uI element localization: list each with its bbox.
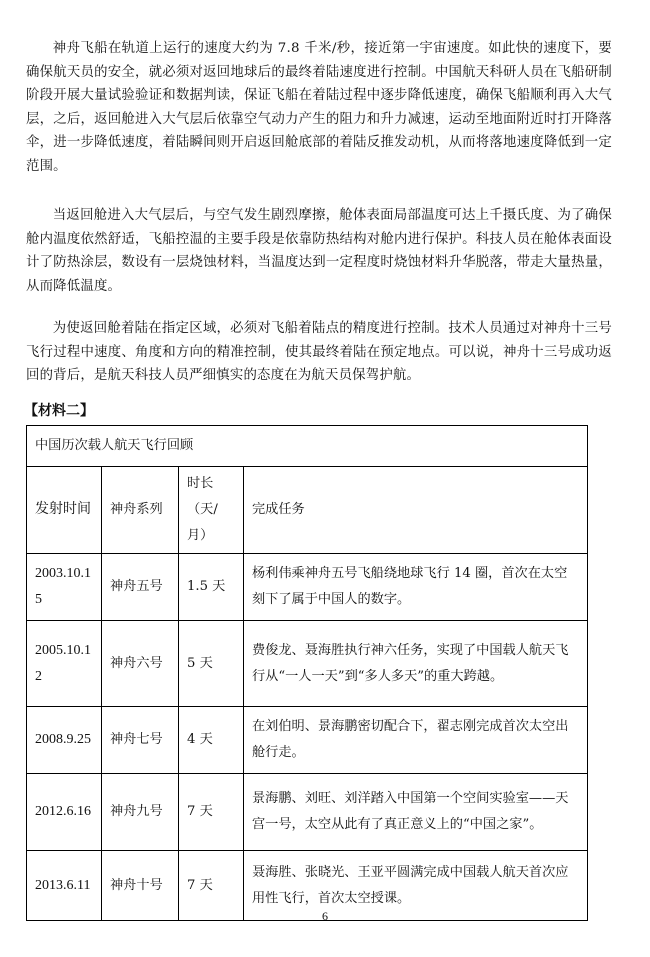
header-launch-date: 发射时间 bbox=[27, 467, 102, 554]
table-row bbox=[27, 707, 588, 774]
cell-duration: 7 天 bbox=[179, 774, 244, 851]
table-row bbox=[27, 621, 588, 707]
cell-duration: 7 天 bbox=[179, 851, 244, 921]
table-header-row bbox=[27, 467, 588, 554]
paragraph-2: 当返回舱进入大气层后，与空气发生剧烈摩擦，舱体表面局部温度可达上千摄氏度、为了确保舱内温度依然舒适，飞船控温的主要手段是依靠防热结构对舱内进行保护。科技人员在舱体表面设计了防热涂层，数设有一层烧蚀材料，当温度达到一定程度时烧蚀材料升华脱落，带走大量热量，从而降低温度。 bbox=[26, 208, 612, 294]
cell-date: 2003.10.15 bbox=[27, 554, 102, 621]
cell-name: 神舟十号 bbox=[102, 851, 179, 921]
flight-history-table bbox=[26, 425, 588, 921]
cell-task: 聂海胜、张晓光、王亚平圆满完成中国载人航天首次应用性飞行，首次太空授课。 bbox=[244, 851, 588, 921]
cell-name: 神舟六号 bbox=[102, 621, 179, 707]
table-caption: 中国历次载人航天飞行回顾 bbox=[27, 426, 588, 467]
section-title: 【材料二】 bbox=[24, 403, 94, 419]
table-row bbox=[27, 554, 588, 621]
cell-duration: 1.5 天 bbox=[179, 554, 244, 621]
cell-name: 神舟七号 bbox=[102, 707, 179, 774]
page-number: 6 bbox=[322, 909, 328, 923]
cell-date: 2013.6.11 bbox=[27, 851, 102, 921]
cell-task: 杨利伟乘神舟五号飞船绕地球飞行 14 圈，首次在太空刻下了属于中国人的数字。 bbox=[244, 554, 588, 621]
header-duration: 时长（天/月） bbox=[179, 467, 244, 554]
table-caption-row bbox=[27, 426, 588, 467]
cell-date: 2005.10.12 bbox=[27, 621, 102, 707]
cell-date: 2012.6.16 bbox=[27, 774, 102, 851]
header-series: 神舟系列 bbox=[102, 467, 179, 554]
cell-duration: 4 天 bbox=[179, 707, 244, 774]
cell-duration: 5 天 bbox=[179, 621, 244, 707]
paragraph-1: 神舟飞船在轨道上运行的速度大约为 7.8 千米/秒，接近第一宇宙速度。如此快的速度下，要确保航天员的安全，就必须对返回地球后的最终着陆速度进行控制。中国航天科研人员在飞船研制阶段开展大量试验验证和数据判读，保证飞船在着陆过程中逐步降低速度，确保飞船顺利再入大气层，之后，返回舱进入大气层后依靠空气动力产生的阻力和升力减速，运动至地面附近时打开降落伞，进一步降低速度，着陆瞬间则开启返回舱底部的着陆反推发动机，从而将落地速度降低到一定范围。 bbox=[26, 41, 612, 174]
paragraph-3: 为使返回舱着陆在指定区域，必须对飞船着陆点的精度进行控制。技术人员通过对神舟十三号飞行过程中速度、角度和方向的精准控制，使其最终着陆在预定地点。可以说，神舟十三号成功返回的背后，是航天科技人员严细慎实的态度在为航天员保驾护航。 bbox=[26, 321, 612, 384]
table-row bbox=[27, 774, 588, 851]
cell-task: 景海鹏、刘旺、刘洋踏入中国第一个空间实验室——天宫一号，太空从此有了真正意义上的“中国之家”。 bbox=[244, 774, 588, 851]
cell-task: 费俊龙、聂海胜执行神六任务，实现了中国载人航天飞行从“一人一天”到“多人多天”的重大跨越。 bbox=[244, 621, 588, 707]
cell-name: 神舟九号 bbox=[102, 774, 179, 851]
cell-task: 在刘伯明、景海鹏密切配合下，翟志刚完成首次太空出舱行走。 bbox=[244, 707, 588, 774]
cell-date: 2008.9.25 bbox=[27, 707, 102, 774]
header-mission: 完成任务 bbox=[244, 467, 588, 554]
cell-name: 神舟五号 bbox=[102, 554, 179, 621]
